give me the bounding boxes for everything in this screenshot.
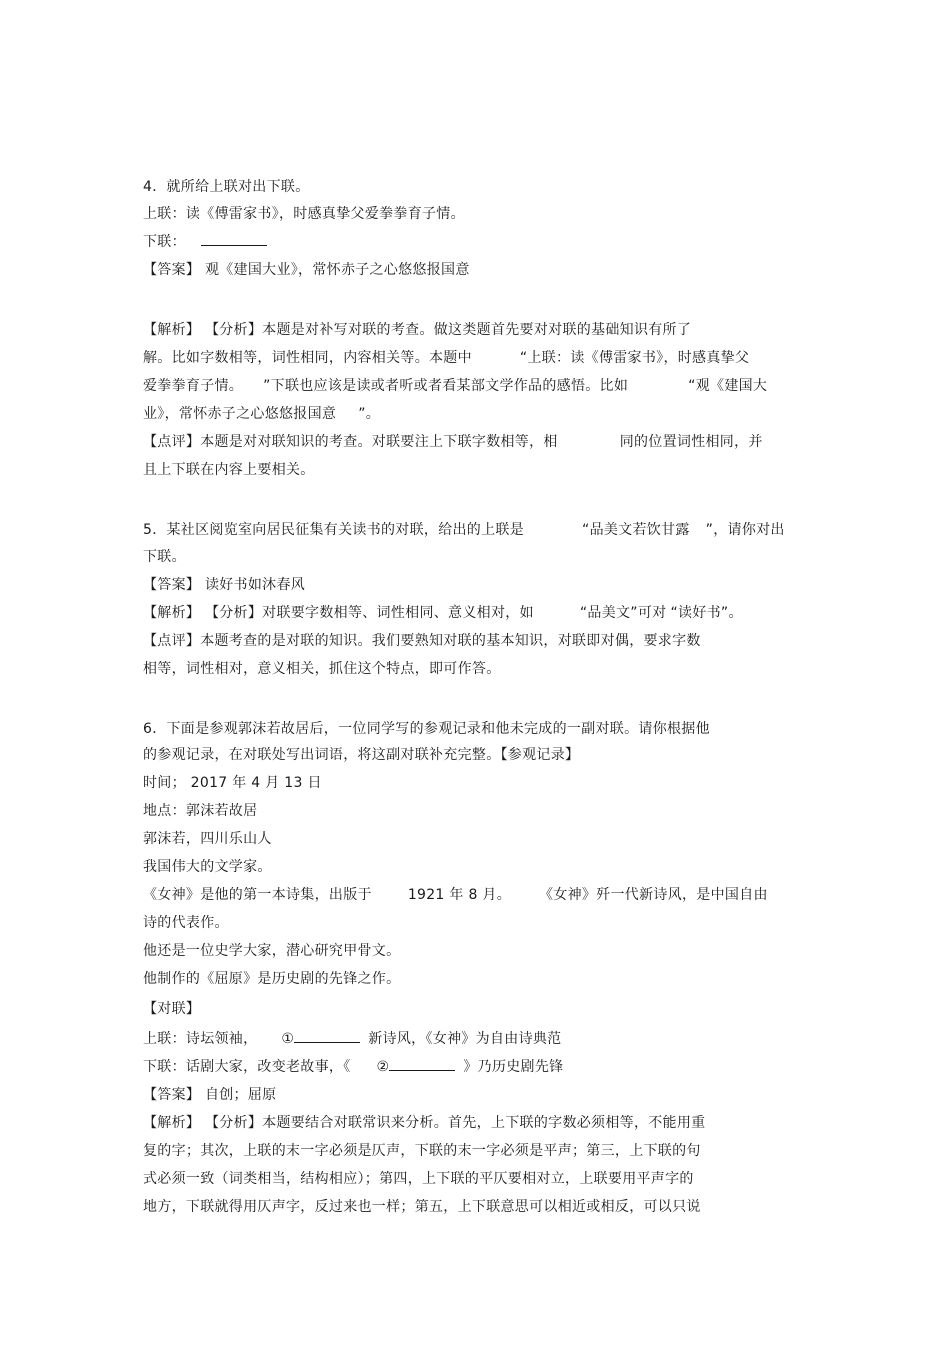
q5-comment-line2: 相等，词性相对，意义相关，抓住这个特点，即可作答。	[143, 661, 501, 677]
q6-time: 时间； 2017 年 4 月 13 日	[143, 775, 322, 791]
q4-comment-line1	[143, 433, 763, 451]
q5-answer: 【答案】 读好书如沐春风	[143, 577, 306, 593]
q6-analysis-line3: 式必须一致（词类相当，结构相应）；第四，上下联的平仄要相对立，上联要用平声字的	[143, 1171, 694, 1187]
q6-place: 地点：郭沫若故居	[143, 803, 258, 819]
q4-analysis-3c: “观《建国大	[688, 378, 768, 394]
q4-analysis-3a: 爱拳拳育子情。	[143, 378, 244, 394]
q6-sl-c: 新诗风，《女神》为自由诗典范	[368, 1031, 562, 1047]
q6-blank-2	[389, 1058, 455, 1071]
q6-record-1: 郭沫若，四川乐山人	[143, 831, 272, 847]
q4-analysis-2a: 解。比如字数相等，词性相同，内容相关等。本题中	[143, 350, 472, 366]
q4-comment-1b: 同的位置词性相同，并	[619, 434, 763, 450]
q5-analysis	[143, 604, 743, 622]
q5-title-b: “品美文若饮甘露	[582, 522, 690, 538]
q6-xl-c: 》乃历史剧先锋	[463, 1059, 564, 1075]
q4-title: 4．就所给上联对出下联。	[143, 179, 310, 195]
q4-answer: 【答案】 观《建国大业》，常怀赤子之心悠悠报国意	[143, 262, 470, 278]
q6-sl-a: 上联：诗坛领袖，	[143, 1031, 258, 1047]
q5-analysis-c: “读好书”。	[670, 605, 743, 621]
q5-title-a: 5．某社区阅览室向居民征集有关读书的对联，给出的上联是	[143, 522, 525, 538]
q6-record-3c: 《女神》歼一代新诗风，是中国自由	[539, 887, 768, 903]
q6-analysis-line4: 地方，下联就得用仄声字，反过来也一样；第五，上下联意思可以相近或相反，可以只说	[143, 1199, 701, 1215]
q4-analysis-3b: ”下联也应该是读或者听或者看某部文学作品的感悟。比如	[263, 378, 629, 394]
q4-xialian	[143, 233, 267, 251]
q6-title-line1: 6．下面是参观郭沫若故居后，一位同学写的参观记录和他未完成的一副对联。请你根据他	[143, 721, 710, 737]
q4-analysis-2b: “上联：读《傅雷家书》，时感真挚父	[519, 350, 750, 366]
q4-xialian-label: 下联：	[143, 234, 186, 250]
q4-shanglian: 上联：读《傅雷家书》，时感真挚父爱拳拳育子情。	[143, 206, 465, 222]
q6-xl-num: ②	[376, 1059, 390, 1075]
q4-analysis-line2	[143, 349, 749, 367]
q6-title-line2: 的参观记录，在对联处写出词语，将这副对联补充完整。【参观记录】	[143, 747, 580, 763]
q6-record-3	[143, 886, 768, 904]
q5-analysis-b: “品美文”可对	[579, 605, 667, 621]
q6-xl-a: 下联：话剧大家，改变老故事，《	[143, 1059, 351, 1075]
q6-shanglian	[143, 1030, 561, 1048]
q5-title-line2: 下联。	[143, 549, 186, 565]
q6-answer: 【答案】 自创；屈原	[143, 1087, 277, 1103]
q4-analysis-line1: 【解析】 【分析】本题是对补写对联的考查。做这类题首先要对对联的基础知识有所了	[143, 322, 692, 338]
q6-record-3b: 1921 年 8 月。	[407, 887, 511, 903]
q6-sl-num: ①	[281, 1031, 295, 1047]
q6-record-4: 诗的代表作。	[143, 915, 229, 931]
q5-comment-line1: 【点评】本题考查的是对联的知识。我们要熟知对联的基本知识，对联即对偶，要求字数	[143, 633, 701, 649]
q5-title-c: ”，请你对出	[705, 522, 785, 538]
q4-comment-line2: 且上下联在内容上要相关。	[143, 462, 315, 478]
q5-title-line1	[143, 521, 785, 539]
q4-blank	[201, 233, 267, 246]
q4-analysis-4a: 业》，常怀赤子之心悠悠报国意	[143, 406, 337, 422]
q4-analysis-4b: ”。	[358, 406, 381, 422]
q6-analysis-line2: 复的字；其次，上联的末一字必须是仄声，下联的末一字必须是平声；第三，上下联的句	[143, 1143, 701, 1159]
q6-analysis-line1: 【解析】 【分析】本题要结合对联常识来分析。首先，上下联的字数必须相等，不能用重	[143, 1115, 706, 1131]
q6-duilian-label: 【对联】	[143, 1001, 201, 1017]
q6-blank-1	[294, 1030, 360, 1043]
q5-analysis-a: 【解析】 【分析】对联要字数相等、词性相同、意义相对，如	[143, 605, 534, 621]
q6-record-6: 他制作的《屈原》是历史剧的先锋之作。	[143, 971, 401, 987]
q6-record-5: 他还是一位史学大家，潜心研究甲骨文。	[143, 943, 401, 959]
q6-xialian	[143, 1058, 563, 1076]
q4-analysis-line4	[143, 405, 380, 423]
q6-record-3a: 《女神》是他的第一本诗集，出版于	[143, 887, 372, 903]
q4-analysis-line3	[143, 377, 767, 395]
q4-comment-1a: 【点评】本题是对对联知识的考查。对联要注上下联字数相等，相	[143, 434, 558, 450]
q6-record-2: 我国伟大的文学家。	[143, 859, 272, 875]
